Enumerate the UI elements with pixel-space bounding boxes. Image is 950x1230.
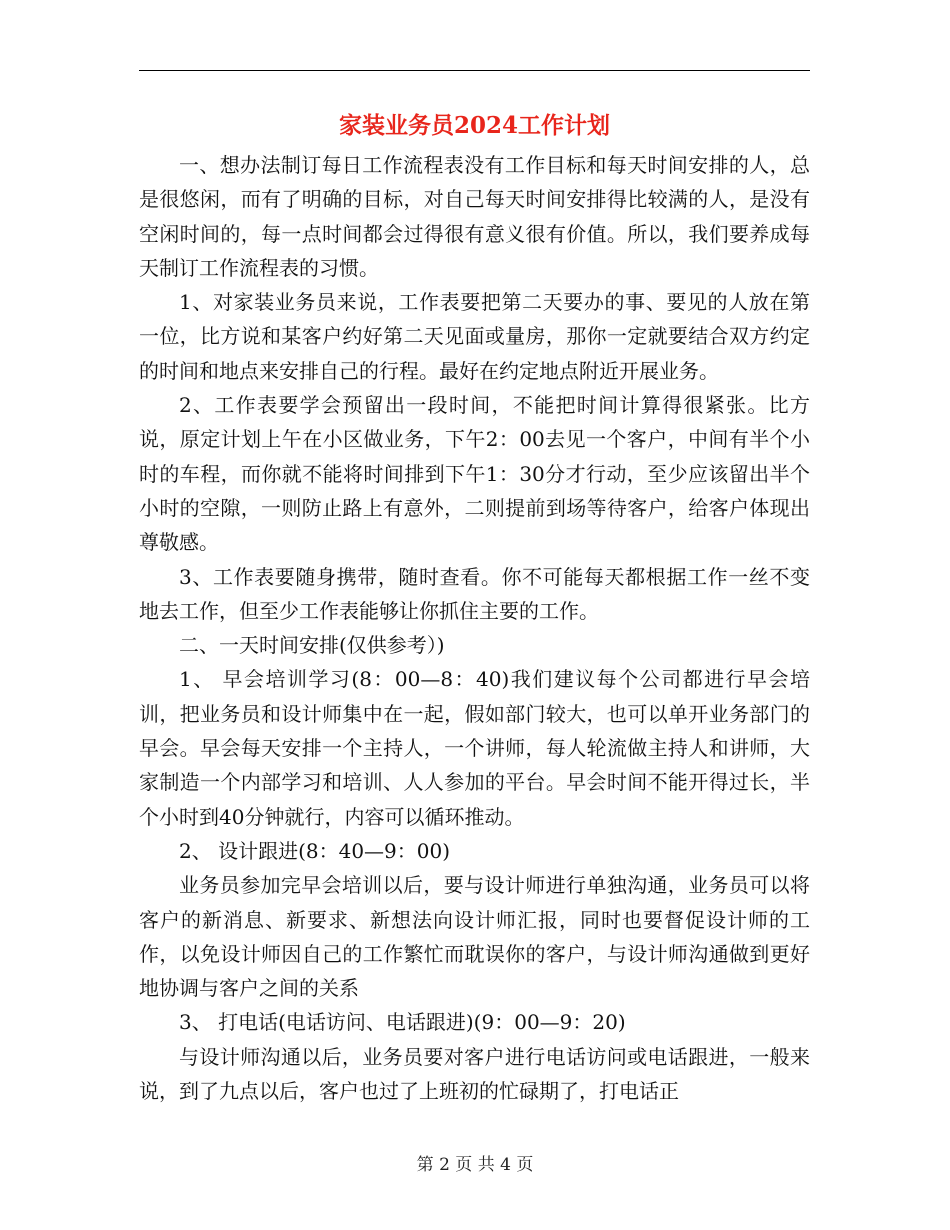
document-title: 家装业务员2024工作计划 <box>338 112 610 139</box>
paragraph-3: 2、工作表要学会预留出一段时间，不能把时间计算得很紧张。比方说，原定计划上午在小区做业务，下午2：00去见一个客户，中间有半个小时的车程，而你就不能将时间排到下午1：30分才行动，至少应该留出半个小时的空隙，一则防止路上有意外，二则提前到场等待客户，给客户体现出尊敬感。 <box>139 393 810 555</box>
paragraph-5: 二、一天时间安排(仅供参考）) <box>179 633 445 658</box>
page-footer: 第 2 页 共 4 页 <box>416 1155 534 1175</box>
paragraph-7: 2、 设计跟进(8：40—9：00) <box>179 838 451 863</box>
document-body <box>139 148 810 1108</box>
paragraph-2: 1、对家装业务员来说，工作表要把第二天要办的事、要见的人放在第一位，比方说和某客户约好第二天见面或量房，那你一定就要结合双方约定的时间和地点来安排自己的行程。最好在约定地点附近开展业务。 <box>139 290 810 383</box>
paragraph-10: 与设计师沟通以后，业务员要对客户进行电话访问或电话跟进，一般来说，到了九点以后，客户也过了上班初的忙碌期了，打电话正 <box>139 1044 810 1104</box>
paragraph-6: 1、 早会培训学习(8：00—8：40)我们建议每个公司都进行早会培训，把业务员和设计师集中在一起，假如部门较大，也可以单开业务部门的早会。早会每天安排一个主持人，一个讲师，每人轮流做主持人和讲师，大家制造一个内部学习和培训、人人参加的平台。早会时间不能开得过长，半个小时到40分钟就行，内容可以循环推动。 <box>139 667 810 829</box>
paragraph-8: 业务员参加完早会培训以后，要与设计师进行单独沟通，业务员可以将客户的新消息、新要求、新想法向设计师汇报，同时也要督促设计师的工作，以免设计师因自己的工作繁忙而耽误你的客户，与设计师沟通做到更好地协调与客户之间的关系 <box>139 873 810 1001</box>
paragraph-9: 3、 打电话(电话访问、电话跟进)(9：00—9：20) <box>179 1010 626 1035</box>
header-rule <box>139 70 810 71</box>
paragraph-1: 一、想办法制订每日工作流程表没有工作目标和每天时间安排的人，总是很悠闲，而有了明确的目标，对自己每天时间安排得比较满的人，是没有空闲时间的，每一点时间都会过得很有意义很有价值。所以，我们要养成每天制订工作流程表的习惯。 <box>139 153 810 280</box>
paragraph-4: 3、工作表要随身携带，随时查看。你不可能每天都根据工作一丝不变地去工作，但至少工作表能够让你抓住主要的工作。 <box>139 564 810 623</box>
